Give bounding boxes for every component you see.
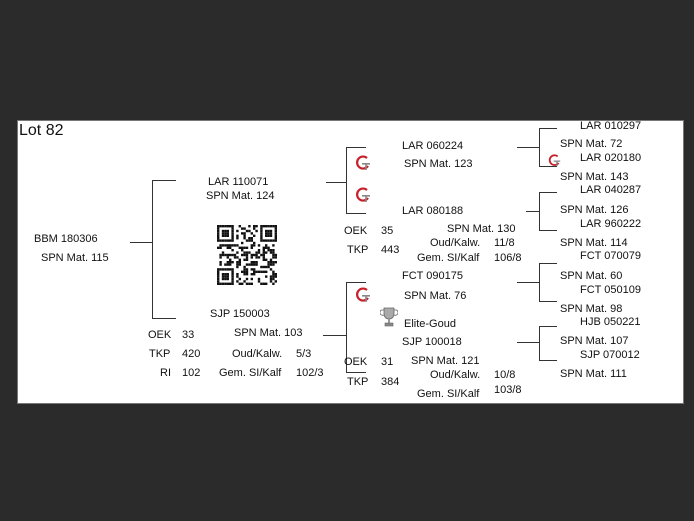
ss-spn: SPN Mat. 123 <box>404 158 473 170</box>
g4-4-branch <box>539 230 557 231</box>
dd-connector <box>517 342 539 343</box>
dd-oek-value: 31 <box>381 356 394 368</box>
sd-oek-value: 35 <box>381 225 394 237</box>
dam-gem-label: Gem. SI/Kalf <box>219 367 282 379</box>
sd-tkp-value: 443 <box>381 244 400 256</box>
sd-tkp-label: TKP <box>347 244 369 256</box>
sd-gem-label: Gem. SI/Kalf <box>417 252 480 264</box>
dam-ri-label: RI <box>160 367 171 379</box>
sd-branch <box>346 213 366 214</box>
ds-branch <box>346 282 366 283</box>
root-spn: SPN Mat. 115 <box>41 252 109 264</box>
g4-spn-4: SPN Mat. 114 <box>560 237 628 249</box>
ss-bracket <box>539 128 540 166</box>
ds-bracket <box>539 263 540 301</box>
g4-code-1: LAR 010297 <box>580 120 642 132</box>
g4-8-branch <box>539 360 557 361</box>
sd-code: LAR 080188 <box>402 205 464 217</box>
ss-code: LAR 060224 <box>402 140 464 152</box>
trophy-icon <box>380 306 398 328</box>
dam-oek-label: OEK <box>148 329 172 341</box>
dd-bracket <box>539 326 540 360</box>
ds-connector <box>517 282 539 283</box>
g4-code-7: HJB 050221 <box>580 316 641 328</box>
g4-spn-7: SPN Mat. 107 <box>560 335 629 347</box>
dam-tkp-value: 420 <box>182 348 201 360</box>
dam-oud-label: Oud/Kalw. <box>232 348 283 360</box>
dd-branch <box>346 372 366 373</box>
ds-spn: SPN Mat. 76 <box>404 290 467 302</box>
breeder-logo-icon <box>548 154 561 167</box>
g4-6-branch <box>539 301 557 302</box>
dam-oud-value: 5/3 <box>296 348 312 360</box>
g4-code-8: SJP 070012 <box>580 349 640 361</box>
sd-gem-value: 106/8 <box>494 252 522 264</box>
dd-badge: Elite-Goud <box>404 318 456 330</box>
g4-code-2: LAR 020180 <box>580 152 642 164</box>
g4-code-3: LAR 040287 <box>580 184 642 196</box>
dd-gem-label: Gem. SI/Kalf <box>417 388 480 400</box>
g4-spn-3: SPN Mat. 126 <box>560 204 629 216</box>
dam-gem-value: 102/3 <box>296 367 324 379</box>
g4-code-5: FCT 070079 <box>580 250 641 262</box>
dd-tkp-value: 384 <box>381 376 400 388</box>
sd-oek-label: OEK <box>344 225 368 237</box>
dam-connector <box>323 335 346 336</box>
g4-spn-6: SPN Mat. 98 <box>560 303 623 315</box>
sire-spn: SPN Mat. 124 <box>206 190 275 202</box>
lot-title: Lot 82 <box>19 122 64 139</box>
dam-ri-value: 102 <box>182 367 201 379</box>
dam-oek-value: 33 <box>182 329 195 341</box>
dam-branch <box>152 318 176 319</box>
dam-tkp-label: TKP <box>149 348 171 360</box>
ss-branch <box>346 147 366 148</box>
sire-code: LAR 110071 <box>208 176 269 188</box>
sd-oud-value: 11/8 <box>494 237 515 249</box>
dd-tkp-label: TKP <box>347 376 369 388</box>
sd-oud-label: Oud/Kalw. <box>430 237 481 249</box>
dd-spn: SPN Mat. 121 <box>411 355 480 367</box>
sire-bracket <box>346 147 347 213</box>
breeder-logo-icon <box>355 155 371 171</box>
g4-spn-8: SPN Mat. 111 <box>560 368 627 380</box>
g4-5-branch <box>539 263 557 264</box>
dd-code: SJP 100018 <box>402 336 462 348</box>
breeder-logo-icon <box>355 287 371 303</box>
dam-code: SJP 150003 <box>210 308 270 320</box>
g4-code-4: LAR 960222 <box>580 218 642 230</box>
breeder-logo-icon <box>355 187 371 203</box>
root-bracket <box>152 180 153 318</box>
g4-3-branch <box>539 192 557 193</box>
dam-spn: SPN Mat. 103 <box>234 327 303 339</box>
g4-spn-5: SPN Mat. 60 <box>560 270 623 282</box>
qr-code <box>217 225 277 285</box>
dd-oud-value: 10/8 <box>494 369 516 381</box>
dd-oek-label: OEK <box>344 356 368 368</box>
ds-code: FCT 090175 <box>402 270 463 282</box>
g4-spn-1: SPN Mat. 72 <box>560 138 623 150</box>
g4-spn-2: SPN Mat. 143 <box>560 171 629 183</box>
sire-branch <box>152 180 176 181</box>
sd-out-bracket <box>539 192 540 230</box>
ss-connector <box>517 147 539 148</box>
dd-oud-label: Oud/Kalw. <box>430 369 481 381</box>
dd-gem-value: 103/8 <box>494 384 522 396</box>
pedigree-sheet <box>17 120 684 404</box>
root-connector <box>130 242 152 243</box>
g4-7-branch <box>539 326 557 327</box>
g4-1-branch <box>539 128 557 129</box>
g4-code-6: FCT 050109 <box>580 284 641 296</box>
sire-connector <box>326 182 346 183</box>
sd-out-connector <box>526 211 539 212</box>
root-code: BBM 180306 <box>34 233 98 245</box>
sd-spn: SPN Mat. 130 <box>447 223 516 235</box>
